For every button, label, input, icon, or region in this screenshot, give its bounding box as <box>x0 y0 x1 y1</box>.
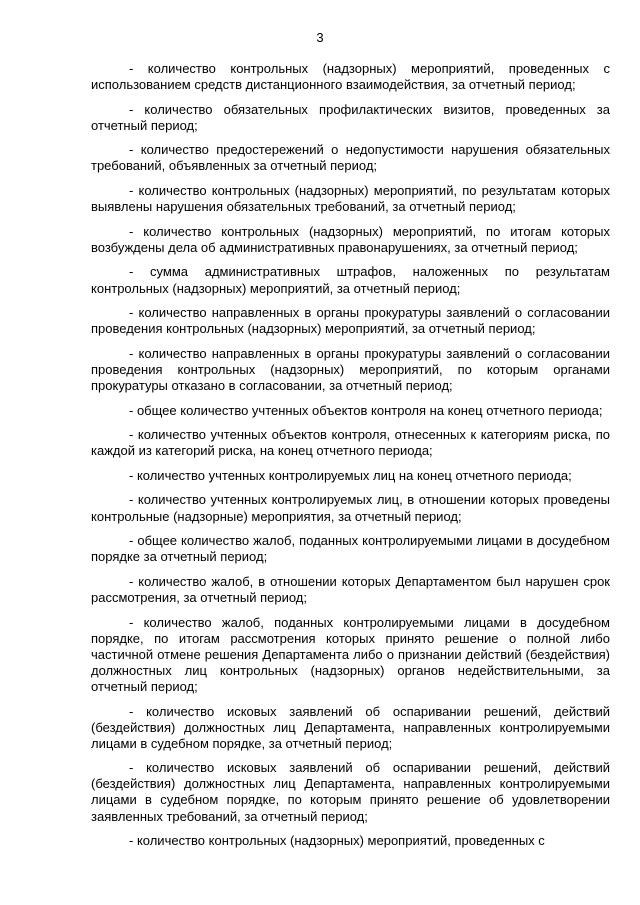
list-item: - количество обязательных профилактических визитов, проведенных за отчетный период; <box>91 101 610 133</box>
list-item: - сумма административных штрафов, наложенных по результатам контрольных (надзорных) мероприятий, за отчетный период; <box>91 264 610 296</box>
list-item: - количество предостережений о недопустимости нарушения обязательных требований, объявленных за отчетный период; <box>91 142 610 174</box>
list-item: - количество жалоб, поданных контролируемыми лицами в досудебном порядке, по итогам рассмотрения которых принято решение о полной либо частичной отмене решения Департамента либо о признании действий (бездействия) должностных лиц контрольных (надзорных) органов недействительными, за отчетный период; <box>91 614 610 694</box>
list-item: - количество направленных в органы прокуратуры заявлений о согласовании проведения контрольных (надзорных) мероприятий, за отчетный период; <box>91 305 610 337</box>
list-item: - количество направленных в органы прокуратуры заявлений о согласовании проведения контрольных (надзорных) мероприятий, по которым органами прокуратуры отказано в согласовании, за отчетный период; <box>91 345 610 393</box>
list-item: - количество контрольных (надзорных) мероприятий, по итогам которых возбуждены дела об административных правонарушениях, за отчетный период; <box>91 223 610 255</box>
list-item: - количество исковых заявлений об оспаривании решений, действий (бездействия) должностных лиц Департамента, направленных контролируемыми лицами в судебном порядке, по которым принято решение об удовлетворении заявленных требований, за отчетный период; <box>91 760 610 824</box>
list-item: - общее количество учтенных объектов контроля на конец отчетного периода; <box>129 402 603 418</box>
page-number: 3 <box>316 30 324 45</box>
list-item: - количество контрольных (надзорных) мероприятий, проведенных с использованием средств дистанционного взаимодействия, за отчетный период; <box>91 61 610 93</box>
list-item: - количество учтенных контролируемых лиц на конец отчетного периода; <box>129 467 572 483</box>
list-item: - количество исковых заявлений об оспаривании решений, действий (бездействия) должностных лиц Департамента, направленных контролируемыми лицами в судебном порядке, за отчетный период; <box>91 703 610 751</box>
list-item: - количество контрольных (надзорных) мероприятий, проведенных с <box>129 833 545 849</box>
list-item: - количество жалоб, в отношении которых Департаментом был нарушен срок рассмотрения, за отчетный период; <box>91 573 610 605</box>
document-body <box>91 61 610 858</box>
list-item: - количество учтенных контролируемых лиц, в отношении которых проведены контрольные (надзорные) мероприятия, за отчетный период; <box>91 492 610 524</box>
list-item: - количество учтенных объектов контроля, отнесенных к категориям риска, по каждой из категорий риска, на конец отчетного периода; <box>91 427 610 459</box>
list-item: - общее количество жалоб, поданных контролируемыми лицами в досудебном порядке за отчетный период; <box>91 533 610 565</box>
list-item: - количество контрольных (надзорных) мероприятий, по результатам которых выявлены нарушения обязательных требований, за отчетный период; <box>91 183 610 215</box>
